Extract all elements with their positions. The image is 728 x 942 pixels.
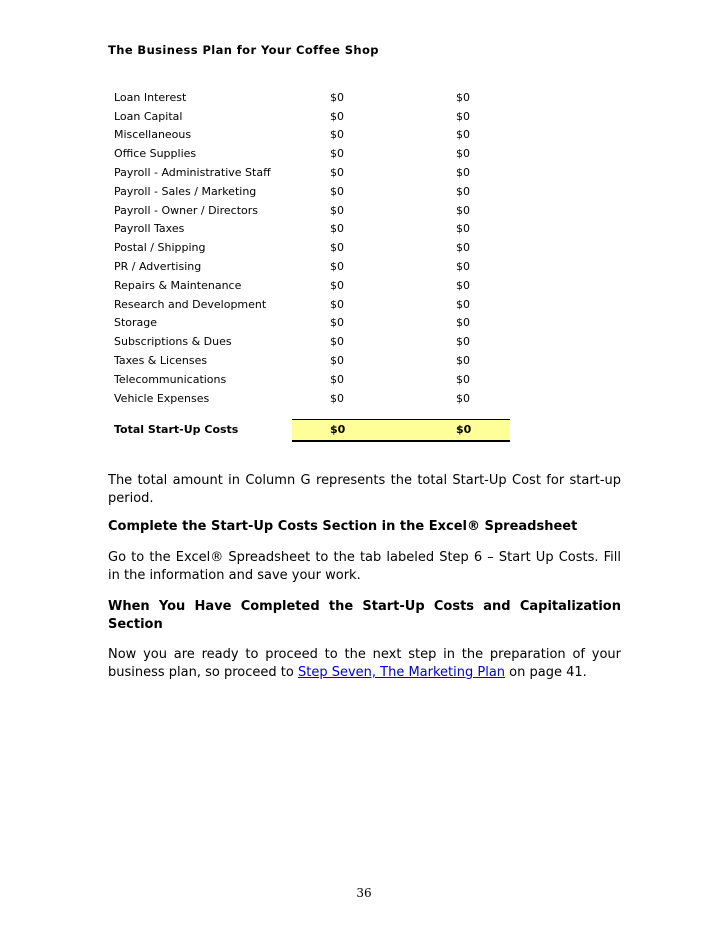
total-row xyxy=(108,419,510,441)
row-label: Taxes & Licenses xyxy=(114,354,208,368)
table-row xyxy=(108,332,510,351)
row-col-g: $0 xyxy=(456,147,470,161)
row-label: Vehicle Expenses xyxy=(114,391,210,405)
row-col-g: $0 xyxy=(456,297,470,311)
table-row xyxy=(108,163,510,182)
row-col-g: $0 xyxy=(456,222,470,236)
row-label: Payroll Taxes xyxy=(114,222,185,236)
table-spacer-row xyxy=(108,408,510,420)
next-step-page-ref: on page 41. xyxy=(505,665,587,680)
row-col-g: $0 xyxy=(456,90,470,104)
table-row xyxy=(108,276,510,295)
table-row xyxy=(108,107,510,126)
table-row xyxy=(108,351,510,370)
total-col-g: $0 xyxy=(418,419,510,441)
table-row xyxy=(108,144,510,163)
row-label: Subscriptions & Dues xyxy=(114,335,232,349)
table-row xyxy=(108,295,510,314)
row-label: Repairs & Maintenance xyxy=(114,278,242,292)
row-label: PR / Advertising xyxy=(114,260,202,274)
row-col-f: $0 xyxy=(330,184,344,198)
row-col-g: $0 xyxy=(456,109,470,123)
row-col-f: $0 xyxy=(330,391,344,405)
row-label: Office Supplies xyxy=(114,147,197,161)
row-col-g: $0 xyxy=(456,335,470,349)
row-col-f: $0 xyxy=(330,297,344,311)
row-label: Storage xyxy=(114,316,158,330)
row-col-g: $0 xyxy=(456,260,470,274)
table-row xyxy=(108,88,510,107)
table-row xyxy=(108,126,510,145)
row-col-g: $0 xyxy=(456,391,470,405)
table-row xyxy=(108,182,510,201)
row-col-f: $0 xyxy=(330,241,344,255)
page-number: 36 xyxy=(356,886,372,900)
next-step-paragraph xyxy=(108,646,621,682)
row-col-f: $0 xyxy=(330,109,344,123)
row-col-g: $0 xyxy=(456,354,470,368)
next-step-text: Now you are ready to proceed to the next step in the preparation of your business plan, so proceed to xyxy=(108,647,621,680)
row-col-f: $0 xyxy=(330,278,344,292)
table-row xyxy=(108,238,510,257)
section-heading-when-completed: When You Have Completed the Start-Up Costs and Capitalization Section xyxy=(108,599,621,632)
row-col-f: $0 xyxy=(330,354,344,368)
row-col-f: $0 xyxy=(330,90,344,104)
row-col-f: $0 xyxy=(330,128,344,142)
row-col-g: $0 xyxy=(456,372,470,386)
row-label: Payroll - Owner / Directors xyxy=(114,203,259,217)
row-label: Payroll - Administrative Staff xyxy=(114,166,271,180)
table-row xyxy=(108,389,510,408)
total-col-f: $0 xyxy=(292,419,418,441)
excel-instructions-paragraph: Go to the Excel® Spreadsheet to the tab labeled Step 6 – Start Up Costs. Fill in the information and save your work. xyxy=(108,550,621,583)
startup-costs-rows xyxy=(108,88,510,408)
row-col-f: $0 xyxy=(330,203,344,217)
row-label: Loan Interest xyxy=(114,90,187,104)
row-label: Postal / Shipping xyxy=(114,241,206,255)
row-col-g: $0 xyxy=(456,184,470,198)
table-row xyxy=(108,314,510,333)
row-col-f: $0 xyxy=(330,316,344,330)
marketing-plan-link[interactable]: Step Seven, The Marketing Plan xyxy=(297,665,506,680)
row-col-f: $0 xyxy=(330,147,344,161)
table-row xyxy=(108,370,510,389)
row-col-f: $0 xyxy=(330,222,344,236)
row-label: Miscellaneous xyxy=(114,128,192,142)
startup-costs-table xyxy=(108,88,510,442)
row-col-g: $0 xyxy=(456,278,470,292)
row-col-g: $0 xyxy=(456,316,470,330)
row-col-f: $0 xyxy=(330,166,344,180)
row-col-g: $0 xyxy=(456,166,470,180)
row-col-g: $0 xyxy=(456,203,470,217)
table-row xyxy=(108,201,510,220)
row-col-g: $0 xyxy=(456,128,470,142)
row-col-g: $0 xyxy=(456,241,470,255)
row-col-f: $0 xyxy=(330,335,344,349)
row-label: Telecommunications xyxy=(114,372,227,386)
table-row xyxy=(108,220,510,239)
column-g-paragraph: The total amount in Column G represents the total Start-Up Cost for start-up period. xyxy=(108,473,621,506)
row-col-f: $0 xyxy=(330,260,344,274)
section-heading-complete-startup: Complete the Start-Up Costs Section in the Excel® Spreadsheet xyxy=(108,519,578,534)
row-label: Loan Capital xyxy=(114,109,183,123)
table-row xyxy=(108,257,510,276)
row-label: Payroll - Sales / Marketing xyxy=(114,184,257,198)
row-label: Research and Development xyxy=(114,297,267,311)
row-col-f: $0 xyxy=(330,372,344,386)
total-label: Total Start-Up Costs xyxy=(114,423,239,437)
document-header: The Business Plan for Your Coffee Shop xyxy=(108,43,379,57)
